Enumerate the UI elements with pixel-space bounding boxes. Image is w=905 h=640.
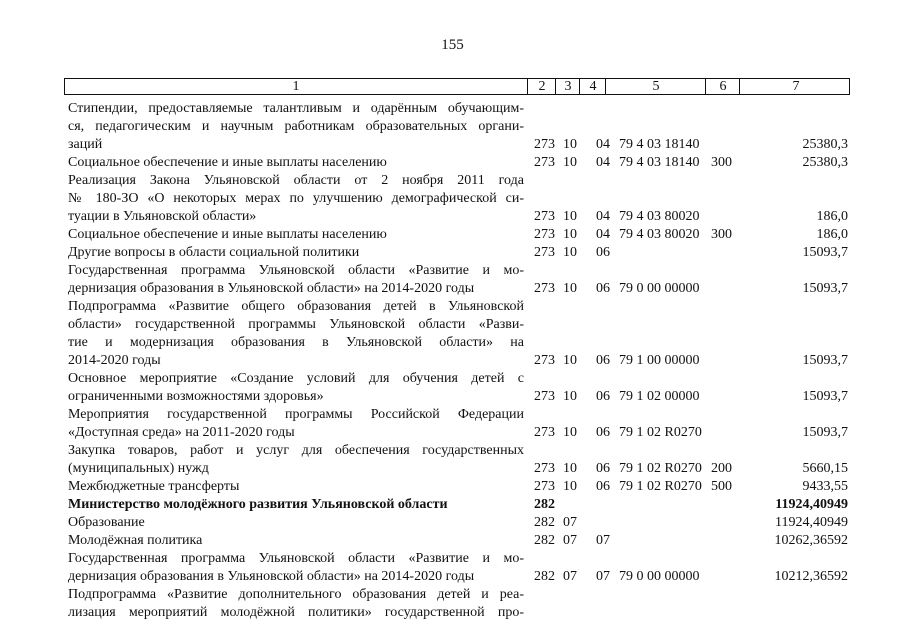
cell-amount: 9433,55	[802, 479, 848, 494]
row-description	[68, 496, 524, 514]
row-description-line: ограниченными возможностями здоровья»	[68, 389, 324, 404]
row-description	[68, 478, 524, 496]
row-description	[68, 154, 524, 172]
row-description-line: заций	[68, 137, 103, 152]
cell-col-d: 79 0 00 00000	[619, 281, 700, 296]
row-description-line: ся, педагогическим и научным работникам образовательных органи-	[68, 119, 524, 134]
header-col-5: 5	[605, 79, 706, 94]
cell-col-a: 273	[534, 245, 555, 260]
row-description-line: Закупка товаров, работ и услуг для обеспечения государственных	[68, 443, 524, 458]
cell-col-b: 10	[563, 137, 577, 152]
cell-col-b: 07	[563, 569, 577, 584]
table-header	[64, 78, 850, 95]
page-number: 155	[441, 37, 464, 53]
cell-col-b: 10	[563, 245, 577, 260]
cell-amount: 10212,36592	[774, 569, 848, 584]
cell-amount: 11924,40949	[775, 497, 848, 512]
cell-col-c: 06	[596, 425, 610, 440]
cell-col-c: 04	[596, 227, 610, 242]
row-description-line: Подпрограмма «Развитие дополнительного образования детей и реа-	[68, 587, 524, 602]
row-description-line: Реализация Закона Ульяновской области от 2 ноября 2011 года	[68, 173, 524, 188]
cell-col-a: 282	[534, 569, 555, 584]
cell-col-d: 79 1 02 R0270	[619, 479, 702, 494]
row-description-line: Молодёжная политика	[68, 533, 203, 548]
cell-amount: 5660,15	[802, 461, 848, 476]
header-col-4: 4	[579, 79, 606, 94]
cell-col-c: 04	[596, 137, 610, 152]
cell-amount: 186,0	[816, 209, 848, 224]
cell-col-c: 07	[596, 533, 610, 548]
cell-col-c: 06	[596, 389, 610, 404]
row-description	[68, 226, 524, 244]
cell-col-b: 10	[563, 461, 577, 476]
cell-amount: 25380,3	[802, 137, 848, 152]
table-row	[0, 496, 905, 514]
cell-col-d: 79 4 03 80020	[619, 227, 700, 242]
table-row	[0, 298, 905, 370]
row-description	[68, 244, 524, 262]
table-row	[0, 244, 905, 262]
cell-col-a: 273	[534, 479, 555, 494]
cell-col-b: 10	[563, 209, 577, 224]
cell-col-b: 07	[563, 515, 577, 530]
row-description-line: Основное мероприятие «Создание условий для обучения детей с	[68, 371, 524, 386]
row-description-line: туации в Ульяновской области»	[68, 209, 257, 224]
row-description	[68, 298, 524, 370]
row-description	[68, 514, 524, 532]
table-row	[0, 100, 905, 154]
cell-col-c: 07	[596, 569, 610, 584]
cell-col-a: 273	[534, 227, 555, 242]
table-row	[0, 586, 905, 622]
row-description-line: Стипендии, предоставляемые талантливым и одарённым обучающим-	[68, 101, 524, 116]
cell-col-a: 273	[534, 155, 555, 170]
row-description-line: Мероприятия государственной программы Российской Федерации	[68, 407, 524, 422]
cell-amount: 15093,7	[802, 425, 848, 440]
cell-col-a: 282	[534, 497, 555, 512]
cell-col-e: 200	[711, 461, 732, 476]
cell-amount: 15093,7	[802, 353, 848, 368]
cell-col-b: 10	[563, 389, 577, 404]
table-row	[0, 172, 905, 226]
row-description-line: (муниципальных) нужд	[68, 461, 209, 476]
cell-col-a: 273	[534, 137, 555, 152]
row-description	[68, 550, 524, 586]
cell-col-a: 273	[534, 425, 555, 440]
cell-col-b: 10	[563, 155, 577, 170]
row-description-line: Подпрограмма «Развитие общего образования детей в Ульяновской	[68, 299, 524, 314]
cell-amount: 11924,40949	[775, 515, 848, 530]
header-col-6: 6	[705, 79, 740, 94]
row-description	[68, 370, 524, 406]
cell-col-c: 04	[596, 155, 610, 170]
table-row	[0, 370, 905, 406]
table-row	[0, 442, 905, 478]
cell-col-b: 10	[563, 425, 577, 440]
cell-col-b: 07	[563, 533, 577, 548]
row-description-line: Межбюджетные трансферты	[68, 479, 240, 494]
row-description-line: лизация мероприятий молодёжной политики» государственной про-	[68, 605, 524, 620]
cell-col-a: 273	[534, 281, 555, 296]
cell-col-d: 79 1 02 R0270	[619, 461, 702, 476]
cell-col-b: 10	[563, 479, 577, 494]
cell-amount: 15093,7	[802, 245, 848, 260]
table-row	[0, 478, 905, 496]
cell-col-d: 79 1 02 R0270	[619, 425, 702, 440]
row-description-line: Министерство молодёжного развития Ульяновской области	[68, 497, 448, 512]
cell-col-b: 10	[563, 227, 577, 242]
cell-amount: 15093,7	[802, 281, 848, 296]
row-description	[68, 100, 524, 154]
cell-col-d: 79 4 03 18140	[619, 155, 700, 170]
row-description	[68, 442, 524, 478]
cell-col-a: 282	[534, 533, 555, 548]
cell-col-d: 79 1 02 00000	[619, 389, 700, 404]
table-row	[0, 532, 905, 550]
row-description-line: Другие вопросы в области социальной политики	[68, 245, 360, 260]
row-description	[68, 406, 524, 442]
row-description-line: Социальное обеспечение и иные выплаты населению	[68, 227, 387, 242]
cell-col-c: 06	[596, 353, 610, 368]
header-col-7: 7	[739, 79, 852, 94]
cell-col-b: 10	[563, 281, 577, 296]
cell-col-c: 04	[596, 209, 610, 224]
cell-col-a: 273	[534, 461, 555, 476]
cell-col-a: 273	[534, 389, 555, 404]
cell-amount: 10262,36592	[774, 533, 848, 548]
row-description-line: Социальное обеспечение и иные выплаты населению	[68, 155, 387, 170]
row-description-line: № 180-ЗО «О некоторых мерах по улучшению демографической си-	[68, 191, 524, 206]
cell-col-e: 300	[711, 227, 732, 242]
header-col-2: 2	[527, 79, 556, 94]
table-row	[0, 406, 905, 442]
row-description-line: дернизация образования в Ульяновской области» на 2014-2020 годы	[68, 569, 475, 584]
cell-col-b: 10	[563, 353, 577, 368]
row-description-line: Государственная программа Ульяновской области «Развитие и мо-	[68, 263, 524, 278]
row-description-line: тие и модернизация образования в Ульяновской области» на	[68, 335, 524, 350]
row-description	[68, 586, 524, 622]
cell-col-e: 500	[711, 479, 732, 494]
row-description-line: 2014-2020 годы	[68, 353, 161, 368]
row-description-line: Образование	[68, 515, 145, 530]
row-description-line: области» государственной программы Ульяновской области «Разви-	[68, 317, 524, 332]
cell-col-c: 06	[596, 281, 610, 296]
table-row	[0, 514, 905, 532]
row-description	[68, 172, 524, 226]
cell-col-a: 273	[534, 209, 555, 224]
row-description	[68, 532, 524, 550]
row-description-line: дернизация образования в Ульяновской области» на 2014-2020 годы	[68, 281, 475, 296]
cell-col-c: 06	[596, 479, 610, 494]
cell-amount: 15093,7	[802, 389, 848, 404]
table-row	[0, 550, 905, 586]
header-col-3: 3	[555, 79, 580, 94]
row-description-line: «Доступная среда» на 2011-2020 годы	[68, 425, 295, 440]
cell-col-e: 300	[711, 155, 732, 170]
cell-amount: 186,0	[816, 227, 848, 242]
cell-col-d: 79 0 00 00000	[619, 569, 700, 584]
table-row	[0, 262, 905, 298]
cell-col-a: 273	[534, 353, 555, 368]
cell-col-a: 282	[534, 515, 555, 530]
header-col-1: 1	[292, 79, 300, 94]
row-description	[68, 262, 524, 298]
table-row	[0, 154, 905, 172]
row-description-line: Государственная программа Ульяновской области «Развитие и мо-	[68, 551, 524, 566]
cell-col-d: 79 1 00 00000	[619, 353, 700, 368]
cell-col-d: 79 4 03 80020	[619, 209, 700, 224]
cell-amount: 25380,3	[802, 155, 848, 170]
cell-col-c: 06	[596, 461, 610, 476]
cell-col-d: 79 4 03 18140	[619, 137, 700, 152]
table-row	[0, 226, 905, 244]
cell-col-c: 06	[596, 245, 610, 260]
